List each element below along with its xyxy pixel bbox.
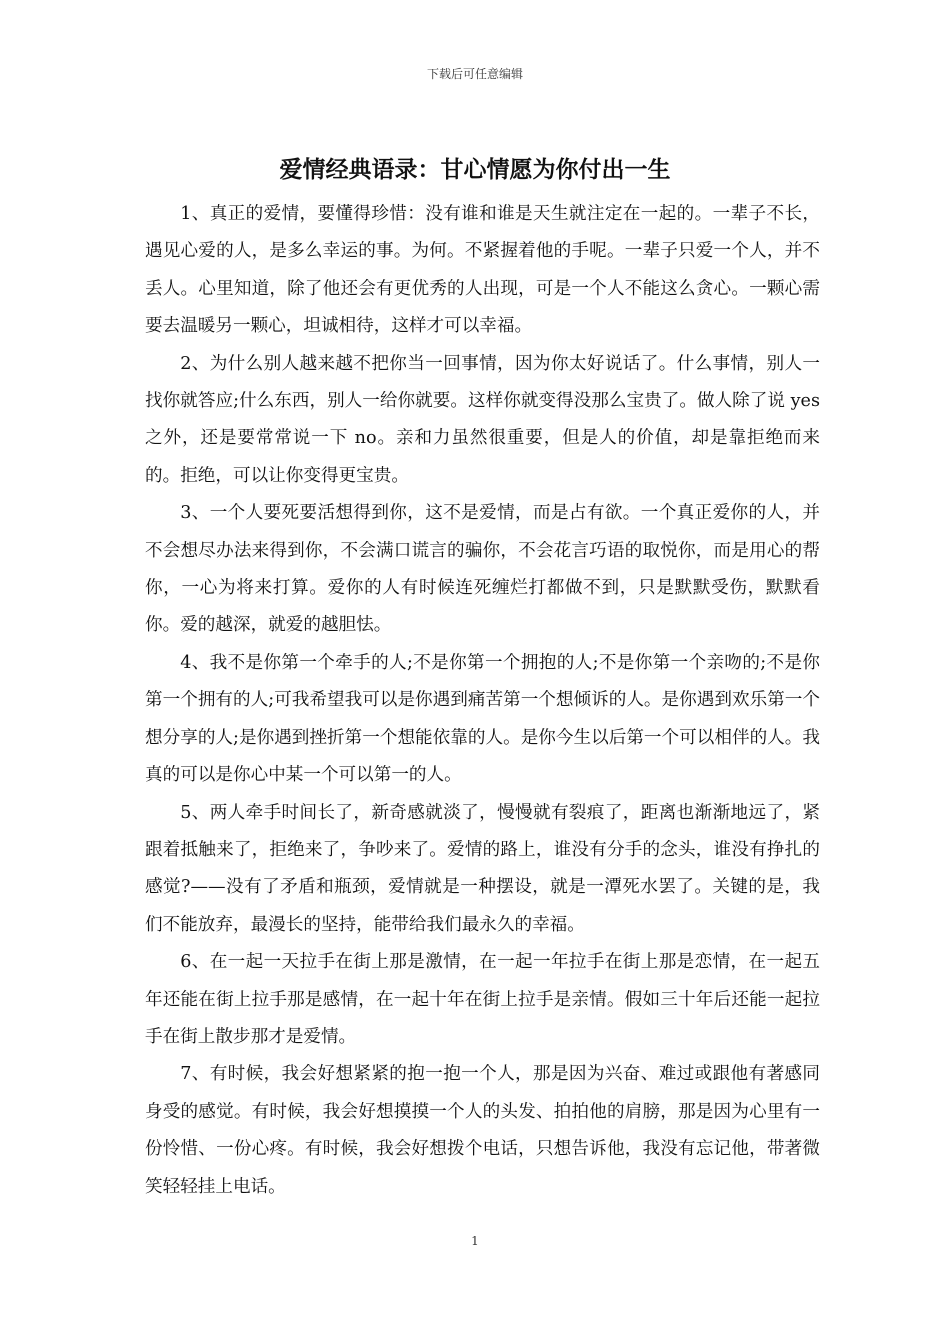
paragraph-4: 4、我不是你第一个牵手的人;不是你第一个拥抱的人;不是你第一个亲吻的;不是你第一个拥有的人;可我希望我可以是你遇到痛苦第一个想倾诉的人。是你遇到欢乐第一个想分享的人;是你遇到挫折第一个想能依靠的人。是你今生以后第一个可以相伴的人。我真的可以是你心中某一个可以第一的人。 xyxy=(145,652,820,786)
paragraph-3: 3、一个人要死要活想得到你，这不是爱情，而是占有欲。一个真正爱你的人，并不会想尽办法来得到你，不会满口谎言的骗你，不会花言巧语的取悦你，而是用心的帮你，一心为将来打算。爱你的人有时候连死缠烂打都做不到，只是默默受伤，默默看你。爱的越深，就爱的越胆怯。 xyxy=(145,503,820,636)
paragraph-5: 5、两人牵手时间长了，新奇感就淡了，慢慢就有裂痕了，距离也渐渐地远了，紧跟着抵触来了，拒绝来了，争吵来了。爱情的路上，谁没有分手的念头，谁没有挣扎的感觉?——没有了矛盾和瓶颈，爱情就是一种摆设，就是一潭死水罢了。关键的是，我们不能放弃，最漫长的坚持，能带给我们最永久的幸福。 xyxy=(145,802,820,935)
page-number: 1 xyxy=(471,1234,479,1248)
document-body xyxy=(145,196,820,1206)
paragraph-6: 6、在一起一天拉手在街上那是激情，在一起一年拉手在街上那是恋情，在一起五年还能在街上拉手那是感情，在一起十年在街上拉手是亲情。假如三十年后还能一起拉手在街上散步那才是爱情。 xyxy=(145,952,820,1047)
paragraph-2: 2、为什么别人越来越不把你当一回事情，因为你太好说话了。什么事情，别人一找你就答应;什么东西，别人一给你就要。这样你就变得没那么宝贵了。做人除了说 yes 之外，还是要常常说一下 no。亲和力虽然很重要，但是人的价值，却是靠拒绝而来的。拒绝，可以让你变得更宝贵。 xyxy=(145,353,820,486)
paragraph-1: 1、真正的爱情，要懂得珍惜：没有谁和谁是天生就注定在一起的。一辈子不长，遇见心爱的人，是多么幸运的事。为何。不紧握着他的手呢。一辈子只爱一个人，并不丢人。心里知道，除了他还会有更优秀的人出现，可是一个人不能这么贪心。一颗心需要去温暖另一颗心，坦诚相待，这样才可以幸福。 xyxy=(145,204,820,337)
paragraph-7: 7、有时候，我会好想紧紧的抱一抱一个人，那是因为兴奋、难过或跟他有著感同身受的感觉。有时候，我会好想摸摸一个人的头发、拍拍他的肩膀，那是因为心里有一份怜惜、一份心疼。有时候，我会好想拨个电话，只想告诉他，我没有忘记他，带著微笑轻轻挂上电话。 xyxy=(145,1064,820,1197)
page-header-note: 下载后可任意编辑 xyxy=(426,67,523,81)
document-title: 爱情经典语录：甘心情愿为你付出一生 xyxy=(279,157,671,183)
